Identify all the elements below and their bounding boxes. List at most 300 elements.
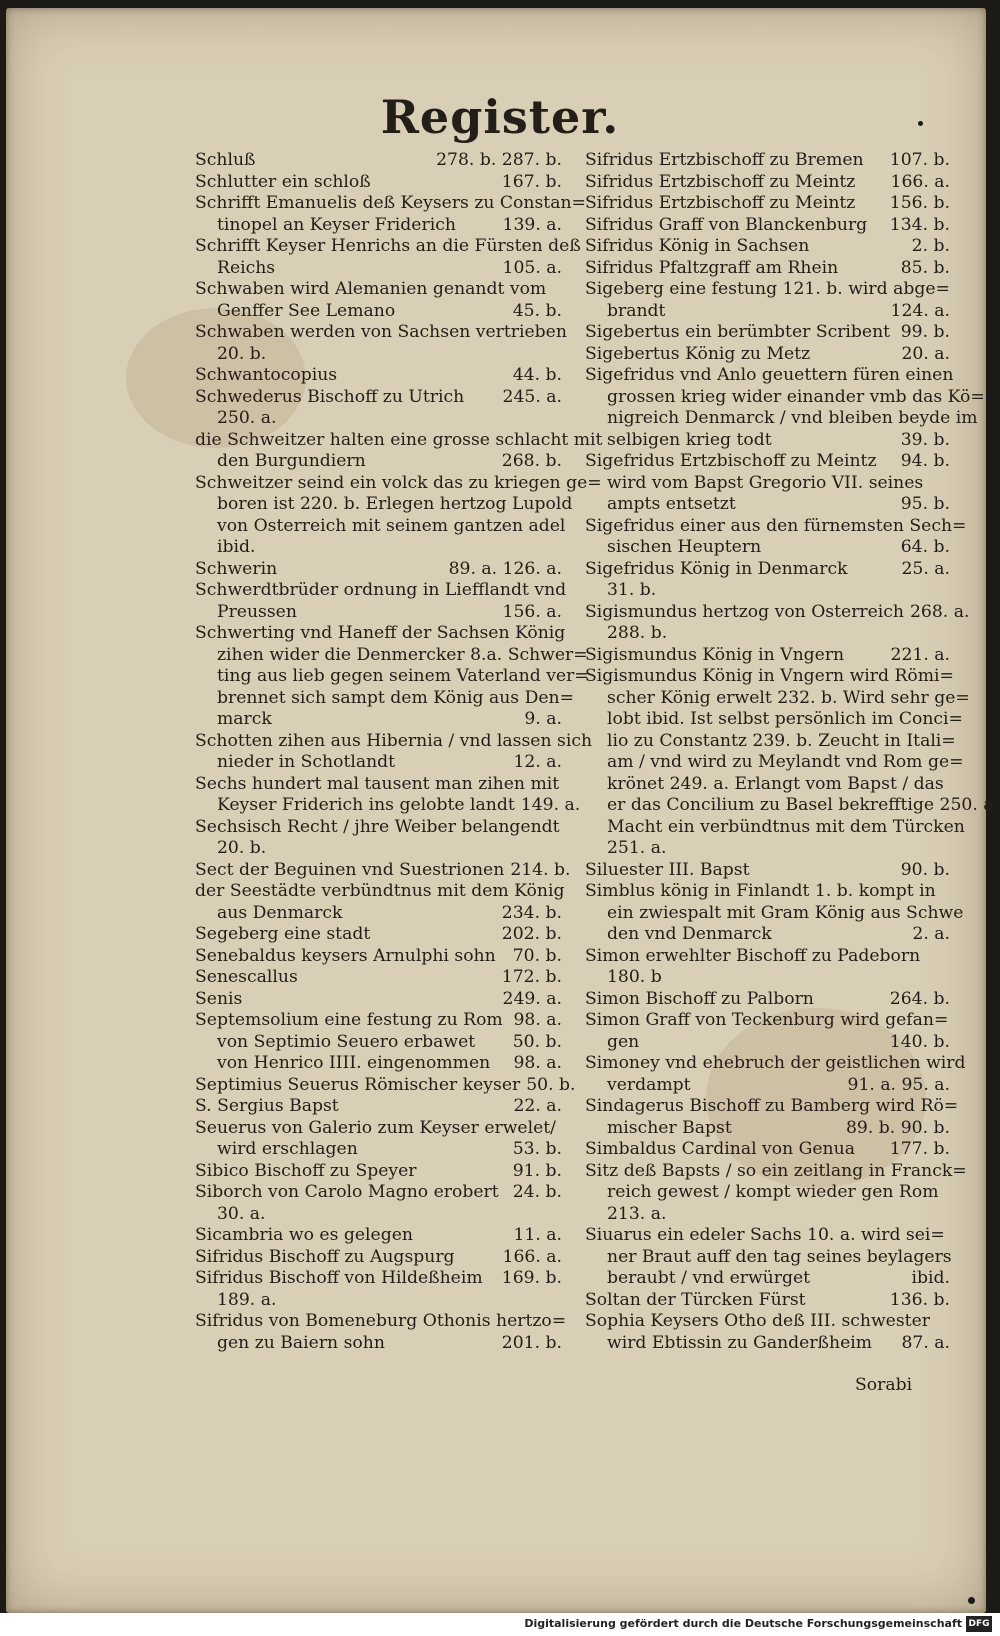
register-entry — [585, 451, 950, 516]
entry-line — [585, 1118, 950, 1140]
entry-text: 30. a. — [217, 1203, 266, 1224]
entry-text: Schwerdtbrüder ordnung in Liefflandt vnd — [195, 580, 567, 600]
entry-line — [195, 1225, 562, 1247]
register-entry — [195, 365, 562, 387]
page-reference: 202. b. — [501, 924, 562, 944]
register-entry — [195, 559, 562, 581]
register-entry — [585, 150, 950, 172]
page-reference: 124. a. — [890, 300, 950, 321]
entry-line — [585, 537, 950, 559]
entry-text: Schwerting vnd Haneff der Sachsen König — [195, 623, 566, 643]
entry-line — [195, 687, 575, 710]
page-reference: 39. b. — [900, 429, 950, 450]
entry-text: ampts entsetzt — [607, 494, 736, 514]
entry-line — [195, 1053, 562, 1075]
register-entry — [195, 387, 562, 430]
entry-text: Sigefridus König in Denmarck — [585, 558, 848, 579]
entry-line — [195, 515, 566, 538]
entry-text: nieder in Schotlandt — [217, 752, 396, 772]
entry-text: mischer Bapst — [607, 1117, 732, 1138]
entry-text: Schrifft Keyser Henrichs an die Fürsten deß — [195, 236, 581, 256]
entry-line — [585, 1204, 950, 1226]
entry-line — [195, 494, 573, 516]
page-reference: 98. a. — [513, 1010, 562, 1030]
entry-text: Sifridus von Bomeneburg Othonis hertzo= — [195, 1311, 567, 1331]
entry-line — [585, 172, 950, 194]
entry-text: 213. a. — [607, 1203, 667, 1224]
entry-line — [585, 365, 954, 387]
entry-line — [195, 429, 603, 452]
entry-text: Simoney vnd ehebruch der geistlichen wird — [585, 1053, 966, 1073]
entry-line — [585, 1096, 959, 1118]
entry-line — [585, 322, 950, 344]
entry-text: Sifridus Graff von Blanckenburg — [585, 214, 868, 235]
entry-line — [585, 645, 950, 667]
entry-text: grossen krieg wider einander vmb das Kö= — [607, 386, 985, 407]
register-entry — [195, 1268, 562, 1311]
entry-text: 189. a. — [217, 1289, 277, 1310]
entry-line — [195, 752, 562, 774]
page-reference: 2. b. — [911, 236, 950, 256]
register-entry — [195, 1225, 562, 1247]
register-entry — [195, 967, 562, 989]
register-entry — [195, 859, 571, 882]
register-entry — [585, 989, 950, 1011]
entry-text: S. Sergius Bapst — [195, 1096, 339, 1116]
entry-text: von Septimio Seuero erbawet — [217, 1031, 476, 1052]
entry-line — [195, 924, 562, 946]
entry-text: gen — [607, 1031, 640, 1052]
entry-text: Sechsisch Recht / jhre Weiber belangendt — [195, 816, 560, 837]
entry-line — [585, 816, 965, 839]
entry-text: den Burgundiern — [217, 451, 366, 471]
register-entry — [195, 472, 602, 559]
entry-line — [195, 387, 562, 409]
entry-line — [195, 279, 562, 301]
page-reference: 12. a. — [513, 752, 562, 772]
footer-credit: Digitalisierung gefördert durch die Deutsche Forschungsgemeinschaft — [524, 1617, 962, 1630]
entry-line — [195, 408, 562, 430]
page-reference: 53. b. — [512, 1139, 562, 1159]
register-column-left — [195, 150, 603, 1354]
entry-text: ting aus lieb gegen seinem Vaterland ver= — [217, 666, 589, 686]
entry-line — [195, 1161, 562, 1183]
entry-text: tinopel an Keyser Friderich — [217, 214, 456, 235]
register-entry — [585, 601, 970, 645]
page-reference: 89. b. 90. b. — [846, 1117, 950, 1138]
entry-text: Sechs hundert mal tausent man zihen mit — [195, 773, 560, 794]
entry-text: Sigismundus König in Vngern — [585, 644, 845, 665]
page-reference: 24. b. — [512, 1182, 562, 1202]
entry-text: Simblus könig in Finlandt 1. b. kompt in — [585, 881, 936, 901]
register-entry — [585, 172, 950, 194]
page-reference: 50. b. — [526, 1074, 576, 1095]
register-entry — [195, 1161, 562, 1183]
entry-line — [195, 774, 562, 796]
entry-text: Sicambria wo es gelegen — [195, 1225, 413, 1245]
entry-text: Siborch von Carolo Magno erobert — [195, 1182, 499, 1202]
entry-line — [195, 1096, 562, 1118]
page-reference: 249. a. — [502, 988, 562, 1009]
page-reference: 134. b. — [889, 214, 950, 235]
register-entry — [585, 1010, 950, 1053]
register-entry — [585, 559, 950, 602]
page-reference: 22. a. — [513, 1096, 562, 1116]
entry-text: von Osterreich mit seinem gantzen adel — [217, 515, 566, 536]
page-reference: 139. a. — [502, 214, 562, 235]
entry-text: Schotten zihen aus Hibernia / vnd lassen sich — [195, 730, 593, 751]
entry-line — [585, 473, 950, 495]
page-reference: 268. a. — [910, 601, 970, 622]
entry-line — [585, 301, 950, 323]
page-reference: 2. a. — [912, 924, 950, 944]
entry-text: 251. a. — [607, 838, 667, 858]
entry-line — [585, 989, 950, 1011]
page-reference: 20. a. — [901, 343, 950, 364]
register-entry — [585, 193, 950, 215]
register-entry — [585, 1225, 950, 1290]
entry-text: Sect der Beguinen vnd Suestrionen — [195, 859, 505, 880]
register-entry — [585, 1096, 959, 1139]
entry-line — [585, 451, 950, 473]
page-reference: 98. a. — [513, 1053, 562, 1073]
entry-line — [585, 946, 950, 968]
page-reference: 107. b. — [889, 150, 950, 170]
entry-text: Schwerin — [195, 558, 278, 579]
page-reference: 64. b. — [900, 537, 950, 557]
entry-text: von Henrico IIII. eingenommen — [217, 1053, 491, 1073]
entry-text: Siluester III. Bapst — [585, 859, 750, 880]
entry-text: die Schweitzer halten eine grosse schlacht mit — [195, 429, 603, 450]
register-entry — [585, 215, 950, 237]
entry-text: Segeberg eine stadt — [195, 924, 371, 944]
entry-line — [585, 193, 950, 215]
register-entry — [195, 924, 562, 946]
entry-text: ein zwiespalt mit Gram König aus Schwe — [607, 902, 964, 923]
entry-line — [195, 236, 581, 258]
entry-line — [195, 989, 562, 1011]
entry-text: Simon Graff von Teckenburg wird gefan= — [585, 1010, 949, 1030]
register-entry — [585, 1290, 950, 1312]
entry-text: Septemsolium eine festung zu Rom — [195, 1010, 503, 1030]
entry-text: Simbaldus Cardinal von Genua — [585, 1139, 855, 1159]
register-entry — [585, 515, 967, 559]
page-reference: 91. a. 95. a. — [847, 1074, 950, 1095]
page-title: Register. — [380, 90, 620, 144]
entry-text: Schwantocopius — [195, 365, 338, 385]
entry-text: den vnd Denmarck — [607, 924, 772, 944]
entry-text: Senescallus — [195, 967, 298, 987]
page-reference: 169. b. — [501, 1268, 562, 1288]
page-reference: 264. b. — [889, 988, 950, 1009]
register-entry — [195, 236, 581, 279]
entry-text: verdampt — [607, 1074, 691, 1095]
entry-text: Simon erwehlter Bischoff zu Padeborn — [585, 945, 921, 966]
entry-line — [195, 1204, 562, 1226]
entry-line — [585, 1311, 950, 1333]
entry-line — [585, 730, 956, 753]
register-entry — [195, 1010, 562, 1075]
register-entry — [585, 279, 950, 322]
entry-line — [585, 580, 950, 602]
register-entry — [585, 344, 950, 366]
register-entry — [585, 236, 950, 258]
register-entry — [585, 881, 964, 946]
register-entry — [195, 730, 593, 774]
entry-line — [585, 408, 978, 430]
page-reference: 156. a. — [502, 601, 562, 622]
register-entry — [195, 989, 562, 1011]
entry-line — [585, 967, 950, 989]
entry-line — [195, 1333, 562, 1355]
register-entry — [585, 666, 999, 860]
entry-line — [195, 322, 567, 344]
register-entry — [585, 1311, 950, 1354]
entry-text: Sigefridus Ertzbischoff zu Meintz — [585, 451, 877, 471]
entry-text: Schrifft Emanuelis deß Keysers zu Constan= — [195, 193, 586, 213]
page-reference: 94. b. — [900, 451, 950, 471]
entry-line — [195, 602, 562, 624]
entry-line — [585, 752, 964, 774]
entry-line — [585, 494, 950, 516]
register-entry — [195, 1096, 562, 1118]
entry-line — [195, 967, 562, 989]
page-reference: 70. b. — [512, 945, 562, 966]
page-reference: 201. b. — [501, 1332, 562, 1353]
page-reference: 149. a. — [520, 795, 581, 815]
entry-line — [585, 279, 950, 301]
page-reference: 234. b. — [501, 902, 562, 923]
entry-line — [195, 623, 566, 645]
dfg-logo: DFG — [966, 1616, 992, 1632]
entry-line — [195, 1268, 562, 1290]
entry-line — [585, 1333, 950, 1355]
register-entry — [585, 258, 950, 280]
entry-text: brandt — [607, 300, 666, 321]
page-reference: 136. b. — [889, 1289, 950, 1310]
entry-line — [585, 1268, 950, 1290]
entry-text: wird Ebtissin zu Ganderßheim — [607, 1332, 873, 1353]
entry-line — [195, 559, 562, 581]
entry-text: Sigefridus einer aus den fürnemsten Sech= — [585, 515, 967, 536]
catchword: Sorabi — [855, 1375, 913, 1395]
entry-line — [195, 1311, 567, 1333]
entry-text: brennet sich sampt dem König aus Den= — [217, 687, 575, 708]
entry-line — [585, 386, 985, 409]
entry-text: Sifridus Bischoff von Hildeßheim — [195, 1268, 483, 1288]
page-reference: 50. b. — [512, 1031, 562, 1052]
entry-line — [585, 1010, 950, 1032]
entry-text: Sifridus Ertzbischoff zu Meintz — [585, 193, 856, 213]
page-reference: 89. a. 126. a. — [448, 558, 562, 579]
page-reference: 9. a. — [524, 709, 562, 729]
entry-line — [195, 881, 565, 903]
entry-line — [585, 1182, 950, 1204]
register-entry — [195, 279, 562, 322]
entry-line — [585, 1032, 950, 1054]
register-entry — [195, 881, 565, 924]
entry-text: zihen wider die Denmercker 8.a. Schwer= — [217, 644, 588, 665]
entry-text: Schwaben werden von Sachsen vertrieben — [195, 322, 567, 342]
register-entry — [195, 172, 562, 194]
page-reference: 245. a. — [502, 386, 562, 407]
entry-text: Sifridus Ertzbischoff zu Meintz — [585, 171, 856, 192]
register-entry — [195, 1074, 576, 1097]
entry-text: Sigismundus König in Vngern wird Römi= — [585, 666, 954, 686]
register-entry — [195, 817, 562, 860]
register-entry — [585, 1139, 950, 1161]
entry-text: Sophia Keysers Otho deß III. schwester — [585, 1311, 930, 1331]
entry-text: Simon Bischoff zu Palborn — [585, 988, 814, 1009]
entry-line — [195, 795, 581, 817]
entry-text: der Seestädte verbündtnus mit dem König — [195, 881, 565, 901]
entry-text: gen zu Baiern sohn — [217, 1332, 385, 1353]
entry-text: Macht ein verbündtnus mit dem Türcken — [607, 816, 965, 837]
entry-text: lio zu Constantz 239. b. Zeucht in Itali= — [607, 730, 956, 751]
entry-line — [195, 1032, 562, 1054]
entry-line — [195, 666, 589, 688]
entry-text: Sigismundus hertzog von Osterreich — [585, 601, 904, 622]
page-reference: 177. b. — [889, 1139, 950, 1159]
page-reference: 140. b. — [889, 1031, 950, 1052]
entry-line — [195, 1290, 562, 1312]
entry-line — [585, 709, 963, 731]
entry-line — [195, 1247, 562, 1269]
entry-text: 20. b. — [217, 838, 267, 858]
entry-text: er das Concilium zu Basel bekrefftige 250. a. — [607, 795, 999, 815]
entry-text: lobt ibid. Ist selbst persönlich im Conci= — [607, 709, 963, 729]
entry-line — [585, 1139, 950, 1161]
entry-text: nigreich Denmarck / vnd bleiben beyde im — [607, 408, 978, 428]
page-reference: 90. b. — [900, 859, 950, 880]
entry-line — [195, 859, 571, 882]
entry-line — [585, 795, 999, 817]
page-reference: 167. b. — [501, 171, 562, 192]
register-entry — [585, 860, 950, 882]
entry-text: am / vnd wird zu Meylandt vnd Rom ge= — [607, 752, 964, 772]
entry-text: Sigebertus König zu Metz — [585, 343, 811, 364]
entry-text: Septimius Seuerus Römischer keyser — [195, 1074, 521, 1095]
register-entry — [585, 1053, 966, 1096]
page-reference: 166. a. — [890, 171, 950, 192]
register-entry — [585, 1160, 967, 1226]
page-reference: 105. a. — [502, 257, 562, 278]
entry-line — [195, 1182, 562, 1204]
entry-line — [195, 172, 562, 194]
page-reference: 172. b. — [501, 967, 562, 987]
entry-line — [195, 344, 562, 366]
entry-line — [585, 215, 950, 237]
entry-text: Preussen — [217, 601, 297, 622]
entry-line — [585, 344, 950, 366]
entry-text: Reichs — [217, 257, 276, 278]
entry-line — [195, 537, 562, 559]
page-reference: ibid. — [911, 1268, 950, 1288]
entry-text: Sigefridus vnd Anlo geuettern füren einen — [585, 365, 954, 385]
entry-line — [585, 881, 950, 903]
entry-text: Schlutter ein schloß — [195, 171, 371, 192]
register-entry — [585, 365, 985, 451]
entry-line — [195, 472, 602, 495]
entry-line — [585, 623, 950, 645]
entry-line — [195, 1074, 576, 1097]
entry-text: Genffer See Lemano — [217, 300, 396, 321]
entry-text: krönet 249. a. Erlangt vom Bapst / das — [607, 773, 944, 794]
entry-line — [585, 1247, 950, 1269]
entry-text: Soltan der Türcken Fürst — [585, 1289, 806, 1310]
page-reference: 221. a. — [890, 644, 950, 665]
entry-line — [195, 1010, 562, 1032]
entry-text: sischen Heuptern — [607, 537, 762, 557]
entry-text: Schluß — [195, 150, 256, 170]
entry-text: Sigebertus ein berümbter Scribent — [585, 322, 891, 342]
entry-line — [195, 903, 562, 925]
page-reference: 95. b. — [900, 494, 950, 514]
register-entry — [585, 946, 950, 989]
entry-text: 250. a. — [217, 408, 277, 428]
entry-text: selbigen krieg todt — [607, 429, 772, 450]
entry-text: Siuarus ein edeler Sachs 10. a. wird sei= — [585, 1225, 945, 1245]
entry-text: 20. b. — [217, 343, 267, 364]
page-reference: 268. b. — [501, 451, 562, 471]
entry-text: beraubt / vnd erwürget — [607, 1268, 811, 1288]
entry-text: boren ist 220. b. Erlegen hertzog Lupold — [217, 494, 573, 514]
entry-line — [195, 644, 588, 667]
entry-text: Senebaldus keysers Arnulphi sohn — [195, 945, 496, 966]
entry-text: 288. b. — [607, 623, 668, 643]
register-entry — [195, 1182, 562, 1225]
entry-text: scher König erwelt 232. b. Wird sehr ge= — [607, 687, 970, 708]
entry-text: Sigeberg eine festung 121. b. wird abge= — [585, 279, 950, 299]
entry-text: wird vom Bapst Gregorio VII. seines — [607, 472, 924, 493]
register-column-right — [585, 150, 999, 1354]
entry-line — [585, 774, 950, 796]
entry-line — [195, 365, 562, 387]
register-entry — [195, 150, 562, 172]
register-entry — [195, 1118, 562, 1161]
page-reference: 214. b. — [510, 859, 571, 880]
entry-text: 31. b. — [607, 580, 657, 600]
entry-line — [585, 687, 970, 710]
register-entry — [585, 645, 950, 667]
entry-line — [585, 1053, 966, 1075]
register-entry — [195, 322, 567, 365]
entry-text: Senis — [195, 988, 243, 1009]
entry-line — [195, 193, 586, 215]
page-reference: 85. b. — [900, 257, 950, 278]
register-entry — [195, 580, 567, 623]
entry-line — [195, 946, 562, 968]
entry-text: Sitz deß Bapsts / so ein zeitlang in Franck= — [585, 1160, 967, 1181]
entry-text: Sifridus Pfaltzgraff am Rhein — [585, 257, 839, 278]
register-entry — [585, 322, 950, 344]
page-reference: 278. b. 287. b. — [436, 150, 562, 170]
entry-line — [195, 817, 562, 839]
entry-line — [585, 902, 964, 925]
entry-text: Sibico Bischoff zu Speyer — [195, 1160, 417, 1181]
entry-text: aus Denmarck — [217, 902, 343, 923]
entry-line — [195, 580, 567, 602]
entry-line — [585, 559, 950, 581]
entry-line — [585, 1075, 950, 1097]
entry-text: Sifridus Ertzbischoff zu Bremen — [585, 150, 864, 170]
entry-line — [585, 515, 967, 538]
register-entry — [195, 946, 562, 968]
page-reference: 25. a. — [901, 558, 950, 579]
entry-line — [585, 1160, 967, 1183]
entry-text: Sifridus Bischoff zu Augspurg — [195, 1246, 455, 1267]
entry-line — [195, 215, 562, 237]
